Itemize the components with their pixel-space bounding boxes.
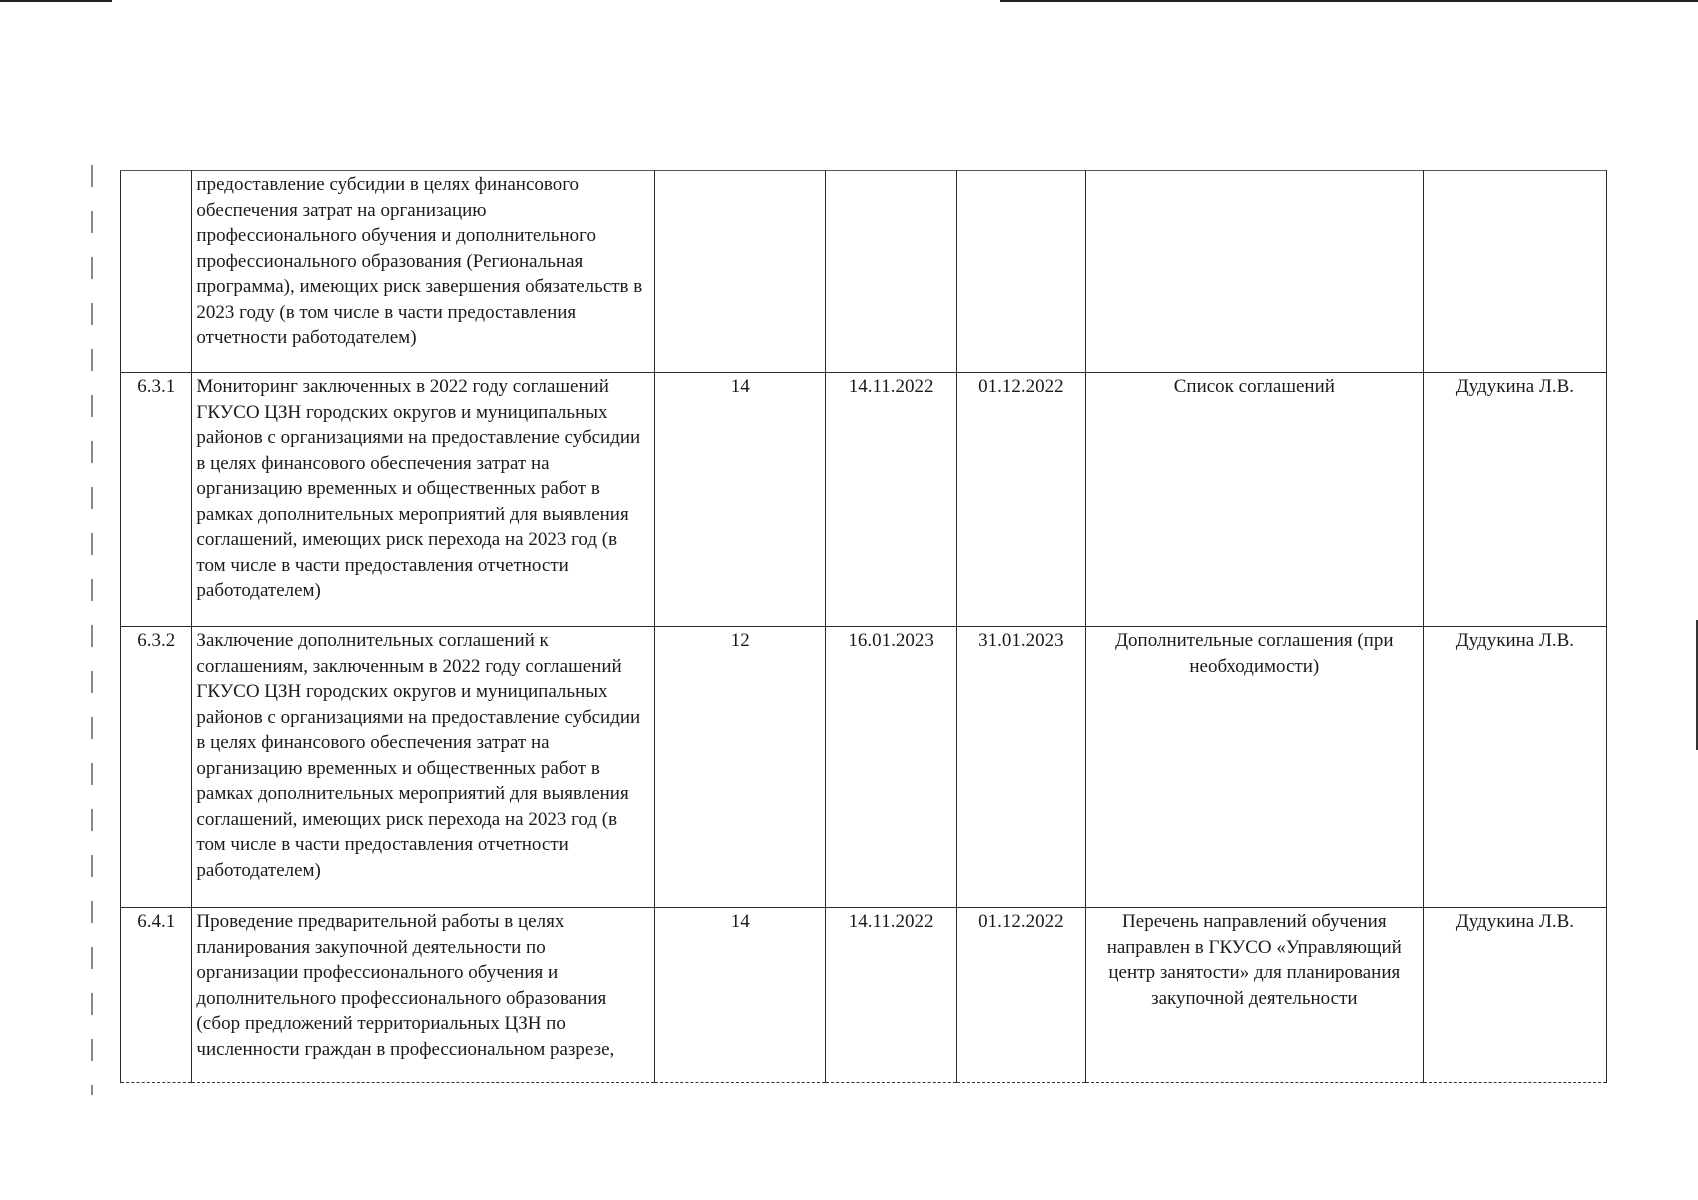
plan-table: [120, 170, 1607, 1083]
row-description: Проведение предварительной работы в целях планирования закупочной деятельности по организации профессионального обучения и дополнительного профессионального образования (сбор предложений территориальных ЦЗН по численности граждан в профессиональном разрезе,: [192, 908, 655, 1083]
row-description: предоставление субсидии в целях финансового обеспечения затрат на организацию профессионального обучения и дополнительного профессионального образования (Региональная программа), имеющих риск завершения обязательств в 2023 году (в том числе в части предоставления отчетности работодателем): [192, 171, 655, 373]
row-result: Дополнительные соглашения (при необходимости): [1085, 627, 1423, 908]
scan-edge-top-right: [1000, 0, 1698, 2]
scan-edge-top-left: [0, 0, 112, 2]
row-start-date: [826, 171, 957, 373]
row-end-date: 01.12.2022: [957, 908, 1086, 1083]
row-start-date: 16.01.2023: [826, 627, 957, 908]
row-number: 6.3.2: [121, 627, 192, 908]
row-result: [1085, 171, 1423, 373]
row-responsible: Дудукина Л.В.: [1423, 373, 1606, 627]
row-description: Заключение дополнительных соглашений к соглашениям, заключенным в 2022 году соглашений ГКУСО ЦЗН городских округов и муниципальных районов с организациями на предоставление субсидии в целях финансового обеспечения затрат на организацию временных и общественных работ в рамках дополнительных мероприятий для выявления соглашений, имеющих риск перехода на 2023 год (в том числе в части предоставления отчетности работодателем): [192, 627, 655, 908]
row-end-date: 31.01.2023: [957, 627, 1086, 908]
row-description: Мониторинг заключенных в 2022 году соглашений ГКУСО ЦЗН городских округов и муниципальных районов с организациями на предоставление субсидии в целях финансового обеспечения затрат на организацию временных и общественных работ в рамках дополнительных мероприятий для выявления соглашений, имеющих риск перехода на 2023 год (в том числе в части предоставления отчетности работодателем): [192, 373, 655, 627]
row-end-date: 01.12.2022: [957, 373, 1086, 627]
row-end-date: [957, 171, 1086, 373]
table-row-continued: [121, 171, 1607, 373]
table-row-6-4-1: [121, 908, 1607, 1083]
row-start-date: 14.11.2022: [826, 908, 957, 1083]
table-row-6-3-2: [121, 627, 1607, 908]
row-days: 14: [655, 908, 826, 1083]
row-number: [121, 171, 192, 373]
row-responsible: Дудукина Л.В.: [1423, 908, 1606, 1083]
row-responsible: Дудукина Л.В.: [1423, 627, 1606, 908]
row-responsible: [1423, 171, 1606, 373]
row-start-date: 14.11.2022: [826, 373, 957, 627]
scan-binding-marks: [91, 165, 93, 1095]
row-days: 14: [655, 373, 826, 627]
row-days: 12: [655, 627, 826, 908]
row-number: 6.3.1: [121, 373, 192, 627]
row-result: Перечень направлений обучения направлен в ГКУСО «Управляющий центр занятости» для планирования закупочной деятельности: [1085, 908, 1423, 1083]
table-row-6-3-1: [121, 373, 1607, 627]
row-number: 6.4.1: [121, 908, 192, 1083]
row-result: Список соглашений: [1085, 373, 1423, 627]
row-days: [655, 171, 826, 373]
